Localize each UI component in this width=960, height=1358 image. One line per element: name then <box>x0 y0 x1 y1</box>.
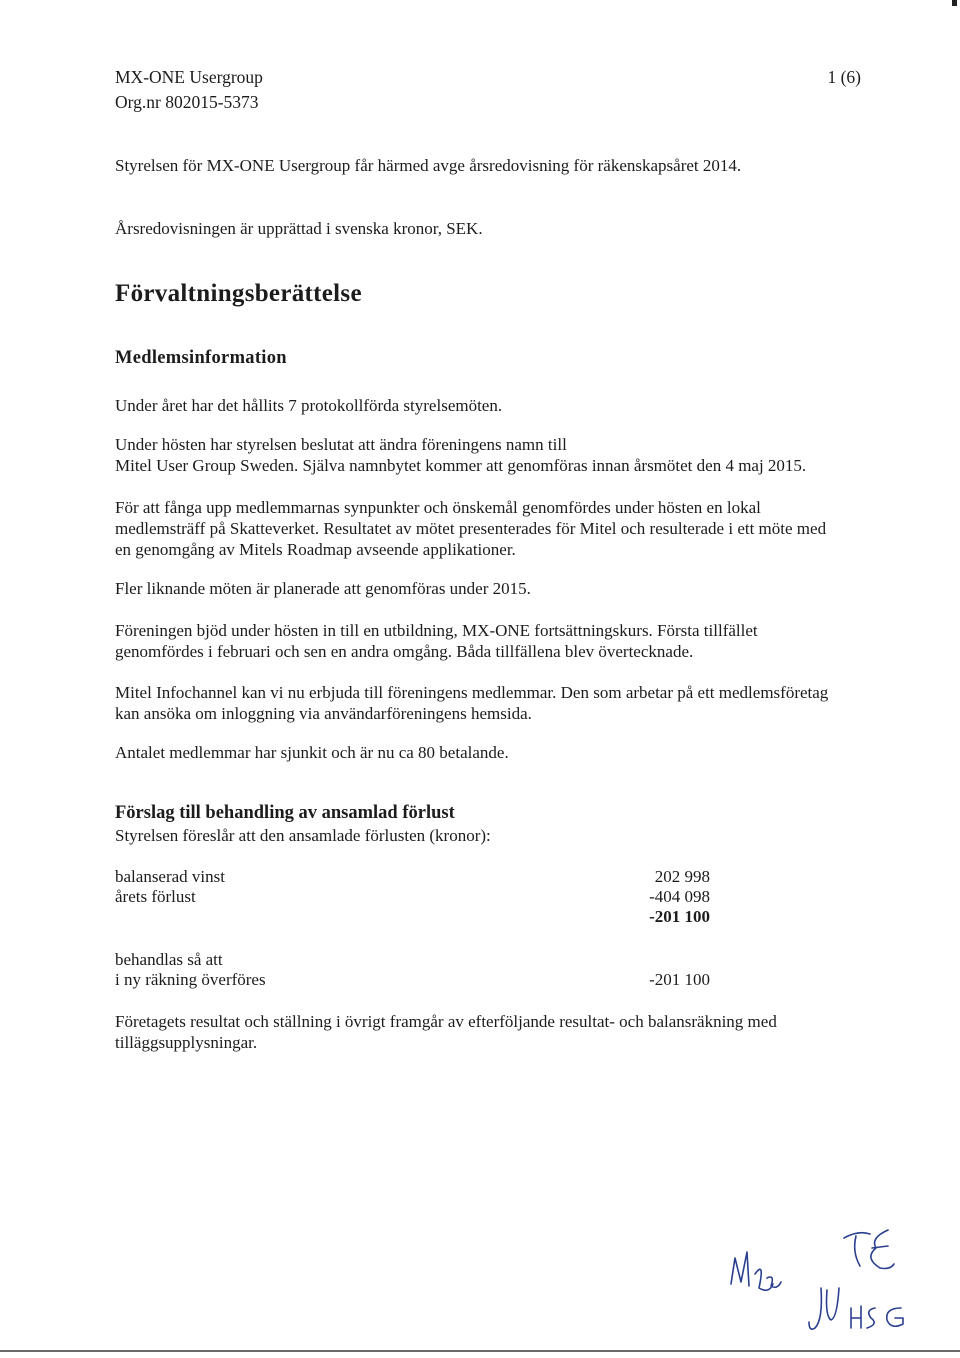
row-value-annual-loss: -404 098 <box>649 887 710 906</box>
paragraph-board-meetings <box>115 395 875 416</box>
paragraph-line: Fler liknande möten är planerade att genomföras under 2015. <box>115 579 531 598</box>
paragraph-line: genomfördes i februari och sen en andra omgång. Båda tillfällena blev övertecknade. <box>115 642 694 661</box>
paragraph-line: För att fånga upp medlemmarnas synpunkter och önskemål genomfördes under hösten en lokal <box>115 498 761 517</box>
row-label-retained-earnings: balanserad vinst <box>115 867 225 886</box>
paragraph-closing <box>115 1011 875 1053</box>
paragraph-line: Under året har det hållits 7 protokollförda styrelsemöten. <box>115 396 503 415</box>
paragraph-future-meetings <box>115 578 875 599</box>
signature-initials-ju <box>805 1280 845 1340</box>
carry-forward-label: i ny räkning överföres <box>115 970 266 989</box>
signature-initials-te <box>840 1224 900 1280</box>
paragraph-line: kan ansöka om inloggning via användarföreningens hemsida. <box>115 704 532 723</box>
subsection-title: Medlemsinformation <box>115 348 287 368</box>
paragraph-line: medlemsträff på Skatteverket. Resultatet av mötet presenterades för Mitel och resulterade i ett möte med <box>115 519 827 538</box>
proposal-title: Förslag till behandling av ansamlad förlust <box>115 803 455 823</box>
organization-name: MX-ONE Usergroup <box>115 67 263 87</box>
paragraph-member-count <box>115 742 875 763</box>
currency-statement: Årsredovisningen är upprättad i svenska kronor, SEK. <box>115 219 483 238</box>
treatment-label: behandlas så att <box>115 950 223 969</box>
page-number: 1 (6) <box>827 67 861 87</box>
row-value-retained-earnings: 202 998 <box>654 867 710 886</box>
paragraph-line: tilläggsupplysningar. <box>115 1033 258 1052</box>
organization-number: Org.nr 802015-5373 <box>115 92 259 112</box>
signature-initials-ma <box>725 1238 785 1300</box>
paragraph-training <box>115 620 875 662</box>
scan-mark <box>952 0 957 6</box>
scan-edge-line <box>0 1350 960 1352</box>
paragraph-name-change <box>115 434 875 476</box>
paragraph-line: Under hösten har styrelsen beslutat att ändra föreningens namn till <box>115 435 567 454</box>
paragraph-infochannel <box>115 682 875 724</box>
paragraph-line: en genomgång av Mitels Roadmap avseende applikationer. <box>115 540 516 559</box>
intro-statement: Styrelsen för MX-ONE Usergroup får härmed avge årsredovisning för räkenskapsåret 2014. <box>115 156 742 175</box>
section-title: Förvaltningsberättelse <box>115 280 362 307</box>
paragraph-member-meeting <box>115 497 875 560</box>
paragraph-line: Mitel User Group Sweden. Själva namnbytet kommer att genomföras innan årsmötet den 4 maj 2015. <box>115 456 807 475</box>
row-label-annual-loss: årets förlust <box>115 887 196 906</box>
proposal-subtitle: Styrelsen föreslår att den ansamlade förlusten (kronor): <box>115 826 491 845</box>
paragraph-line: Företagets resultat och ställning i övrigt framgår av efterföljande resultat- och balansräkning med <box>115 1012 777 1031</box>
carry-forward-value: -201 100 <box>649 970 710 989</box>
paragraph-line: Föreningen bjöd under hösten in till en utbildning, MX-ONE fortsättningskurs. Första tillfället <box>115 621 758 640</box>
row-value-total: -201 100 <box>649 907 710 926</box>
paragraph-line: Antalet medlemmar har sjunkit och är nu ca 80 betalande. <box>115 743 509 762</box>
signature-initials-hsg <box>845 1298 915 1334</box>
paragraph-line: Mitel Infochannel kan vi nu erbjuda till föreningens medlemmar. Den som arbetar på ett medlemsföretag <box>115 683 829 702</box>
